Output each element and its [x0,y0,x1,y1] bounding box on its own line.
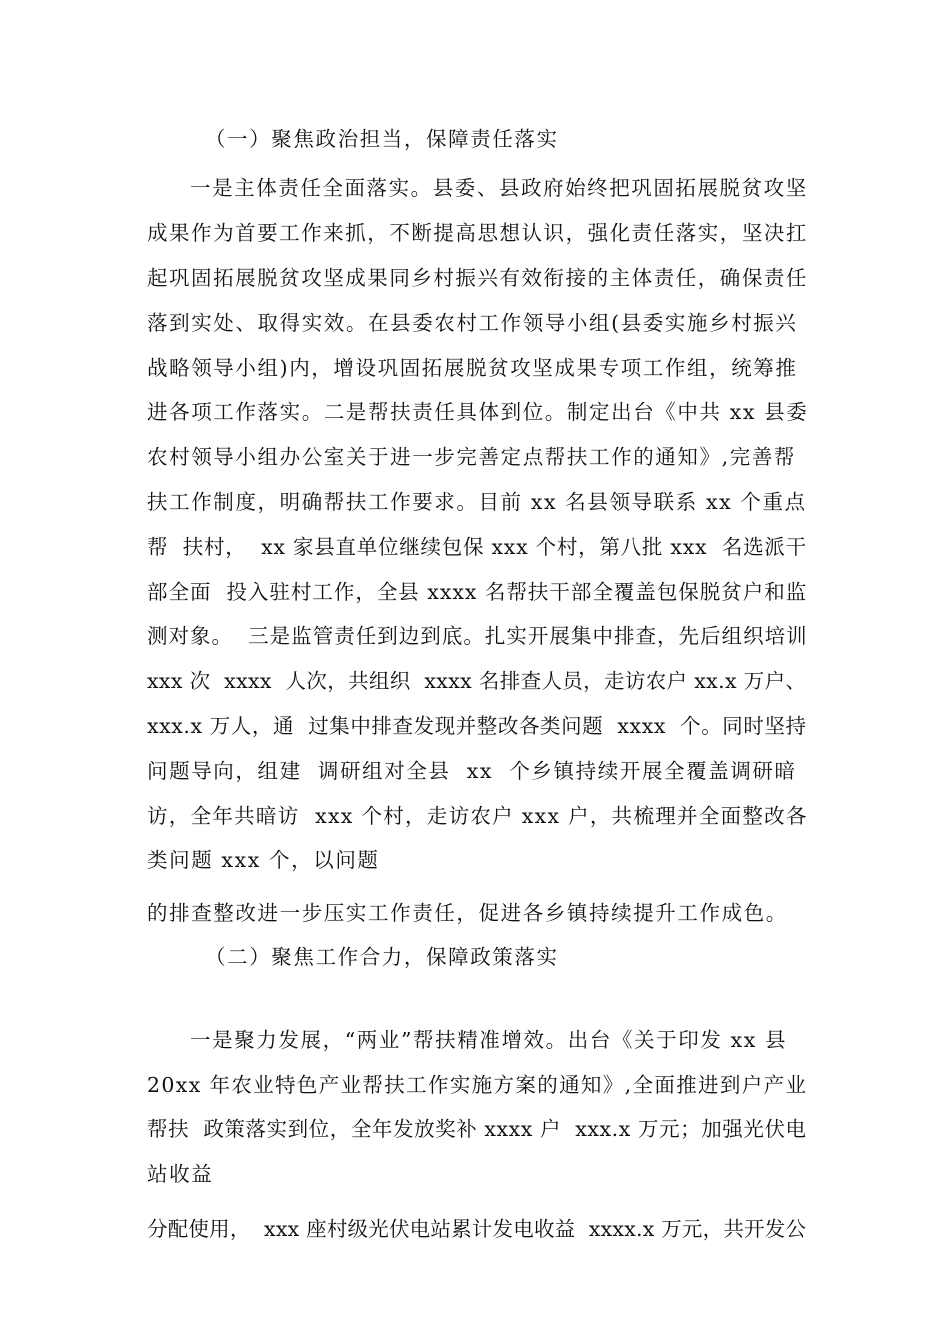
paragraph-line: 战略领导小组)内，增设巩固拓展脱贫攻坚成果专项工作组，统筹推 [147,356,798,380]
paragraph-line: 一是主体责任全面落实。县委、县政府始终把巩固拓展脱贫攻坚 [190,176,808,200]
paragraph-line: 帮扶 政策落实到位，全年发放奖补 xxxx 户 xxx.x 万元；加强光伏电 [147,1117,807,1141]
paragraph-line: xxx.x 万人，通 过集中排查发现并整改各类问题 xxxx 个。同时坚持 [147,714,807,738]
paragraph-continuation: 的排查整改进一步压实工作责任，促进各乡镇持续提升工作成色。 [147,901,788,925]
paragraph-line: 扶工作制度，明确帮扶工作要求。目前 xx 名县领导联系 xx 个重点 [147,490,807,514]
paragraph-line: 类问题 xxx 个，以问题 [147,848,380,872]
paragraph-continuation: 分配使用， xxx 座村级光伏电站累计发电收益 xxxx.x 万元，共开发公 [147,1217,807,1241]
paragraph-line: 访，全年共暗访 xxx 个村，走访农户 xxx 户，共梳理并全面整改各 [147,804,808,828]
paragraph-line: 问题导向，组建 调研组对全县 xx 个乡镇持续开展全覆盖调研暗 [147,759,797,783]
paragraph-line: xxx 次 xxxx 人次，共组织 xxxx 名排查人员，走访农户 xx.x 万户、 [147,669,807,693]
paragraph-line: 部全面 投入驻村工作，全县 xxxx 名帮扶干部全覆盖包保脱贫户和监 [147,580,808,604]
paragraph-line: 成果作为首要工作来抓，不断提高思想认识，强化责任落实，坚决扛 [147,221,808,245]
section-heading: （二）聚焦工作合力，保障政策落实 [205,945,559,969]
paragraph-line: 测对象。 三是监管责任到边到底。扎实开展集中排查，先后组织培训 [147,624,808,648]
paragraph-line: 进各项工作落实。二是帮扶责任具体到位。制定出台《中共 xx 县委 [147,400,809,424]
paragraph-line: 农村领导小组办公室关于进一步完善定点帮扶工作的通知》,完善帮 [147,445,797,469]
paragraph-line: 帮 扶村， xx 家县直单位继续包保 xxx 个村，第八批 xxx 名选派干 [147,535,807,559]
paragraph-line: 落到实处、取得实效。在县委农村工作领导小组(县委实施乡村振兴 [147,311,798,335]
paragraph-line: 20xx 年农业特色产业帮扶工作实施方案的通知》,全面推进到户产业 [147,1073,808,1097]
section-heading: （一）聚焦政治担当，保障责任落实 [205,127,559,151]
paragraph-line: 起巩固拓展脱贫攻坚成果同乡村振兴有效衔接的主体责任，确保责任 [147,266,808,290]
paragraph-line: 站收益 [147,1162,214,1186]
paragraph-line: 一是聚力发展，“两业”帮扶精准增效。出台《关于印发 xx 县 [190,1028,788,1052]
